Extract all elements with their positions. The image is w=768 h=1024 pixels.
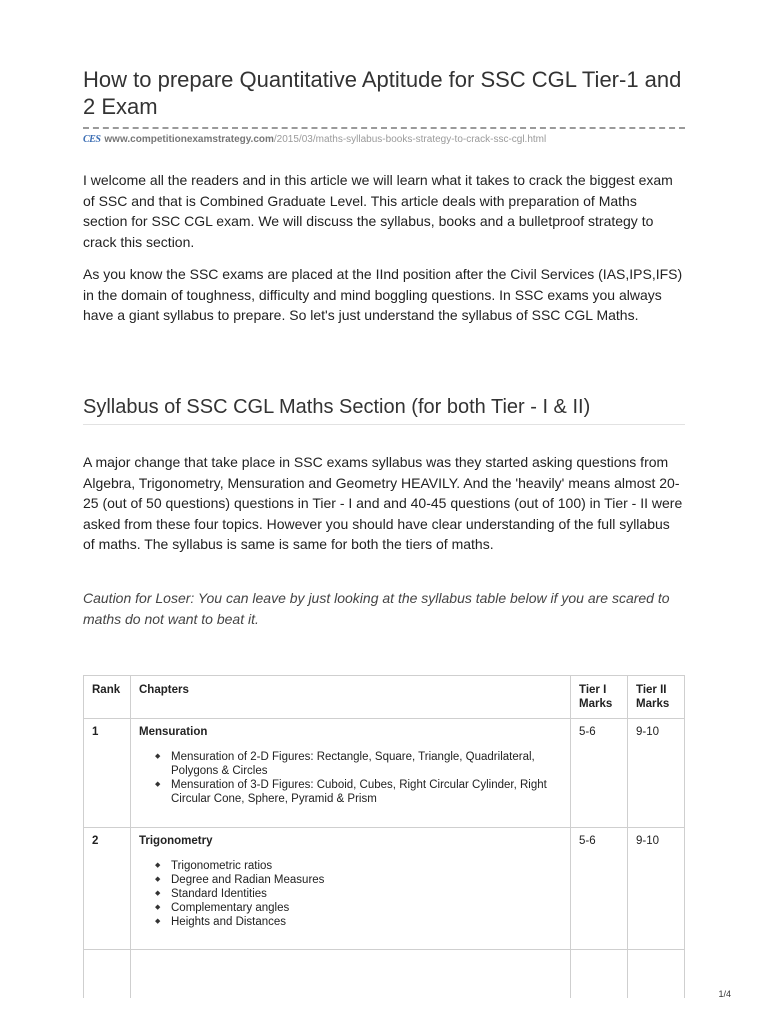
row-tier2-marks: 9-10 (628, 828, 685, 950)
page-number: 1/4 (718, 989, 731, 999)
header-chapters: Chapters (131, 676, 571, 719)
chapter-title: Mensuration (139, 726, 208, 738)
syllabus-table (83, 675, 685, 998)
row-tier1-marks: 5-6 (571, 828, 628, 950)
table-header-row (84, 676, 685, 719)
article-title: How to prepare Quantitative Aptitude for SSC CGL Tier-1 and 2 Exam (83, 67, 682, 119)
row-chapter-cell (131, 719, 571, 828)
list-item: ◆ Standard Identities (171, 887, 562, 901)
section-divider (83, 424, 685, 425)
list-item: ◆ Complementary angles (171, 901, 562, 915)
table-row (84, 719, 685, 828)
header-tier1-marks: Tier I Marks (571, 676, 628, 719)
intro-paragraph: I welcome all the readers and in this article we will learn what it takes to crack the biggest exam of SSC and that is Combined Graduate Level. This article deals with preparation of Maths section for SSC CGL exam. We will discuss the syllabus, books and a bulletproof strategy to crack this section. (83, 172, 673, 250)
header-rank: Rank (84, 676, 131, 719)
topic-list (139, 750, 562, 806)
third-paragraph: A major change that take place in SSC exams syllabus was they started asking questions from Algebra, Trigonometry, Mensuration and Geometry HEAVILY. And the 'heavily' means almost 20-25 (out of 50 questions) questions in Tier - I and and 40-45 questions (out of 100) in Tier - II were asked from these four topics. However you should have clear understanding of the full syllabus of maths. The syllabus is same is same for both the tiers of maths. (83, 454, 683, 552)
row-tier2-marks (628, 950, 685, 999)
list-item: ◆ Mensuration of 3-D Figures: Cuboid, Cubes, Right Circular Cylinder, Right Circular Cone, Sphere, Pyramid & Prism (171, 778, 562, 806)
title-divider (83, 127, 685, 129)
table-row (84, 950, 685, 999)
table-row (84, 828, 685, 950)
chapter-title: Trigonometry (139, 835, 213, 847)
row-tier2-marks: 9-10 (628, 719, 685, 828)
list-item: ◆ Heights and Distances (171, 915, 562, 929)
row-tier1-marks (571, 950, 628, 999)
source-line (83, 134, 546, 145)
topic-list (139, 859, 562, 929)
source-path: /2015/03/maths-syllabus-books-strategy-to-crack-ssc-cgl.html (273, 134, 547, 145)
row-chapter-cell (131, 950, 571, 999)
source-domain: www.competitionexamstrategy.com (104, 134, 274, 145)
row-rank (84, 950, 131, 999)
list-item: ◆ Mensuration of 2-D Figures: Rectangle, Square, Triangle, Quadrilateral, Polygons & Circles (171, 750, 562, 778)
source-link[interactable] (104, 134, 546, 145)
row-tier1-marks: 5-6 (571, 719, 628, 828)
row-rank: 2 (84, 828, 131, 950)
list-item: ◆ Trigonometric ratios (171, 859, 562, 873)
row-rank: 1 (84, 719, 131, 828)
second-paragraph: As you know the SSC exams are placed at the IInd position after the Civil Services (IAS,IPS,IFS) in the domain of toughness, difficulty and mind boggling questions. In SSC exams you always have a giant syllabus to prepare. So let's just understand the syllabus of SSC CGL Maths. (83, 266, 683, 323)
caution-note: Caution for Loser: You can leave by just looking at the syllabus table below if you are scared to maths do not want to beat it. (83, 590, 670, 627)
site-logo-icon: CES (83, 134, 101, 145)
header-tier2-marks: Tier II Marks (628, 676, 685, 719)
row-chapter-cell (131, 828, 571, 950)
section-heading: Syllabus of SSC CGL Maths Section (for both Tier - I & II) (83, 396, 591, 418)
list-item: ◆ Degree and Radian Measures (171, 873, 562, 887)
